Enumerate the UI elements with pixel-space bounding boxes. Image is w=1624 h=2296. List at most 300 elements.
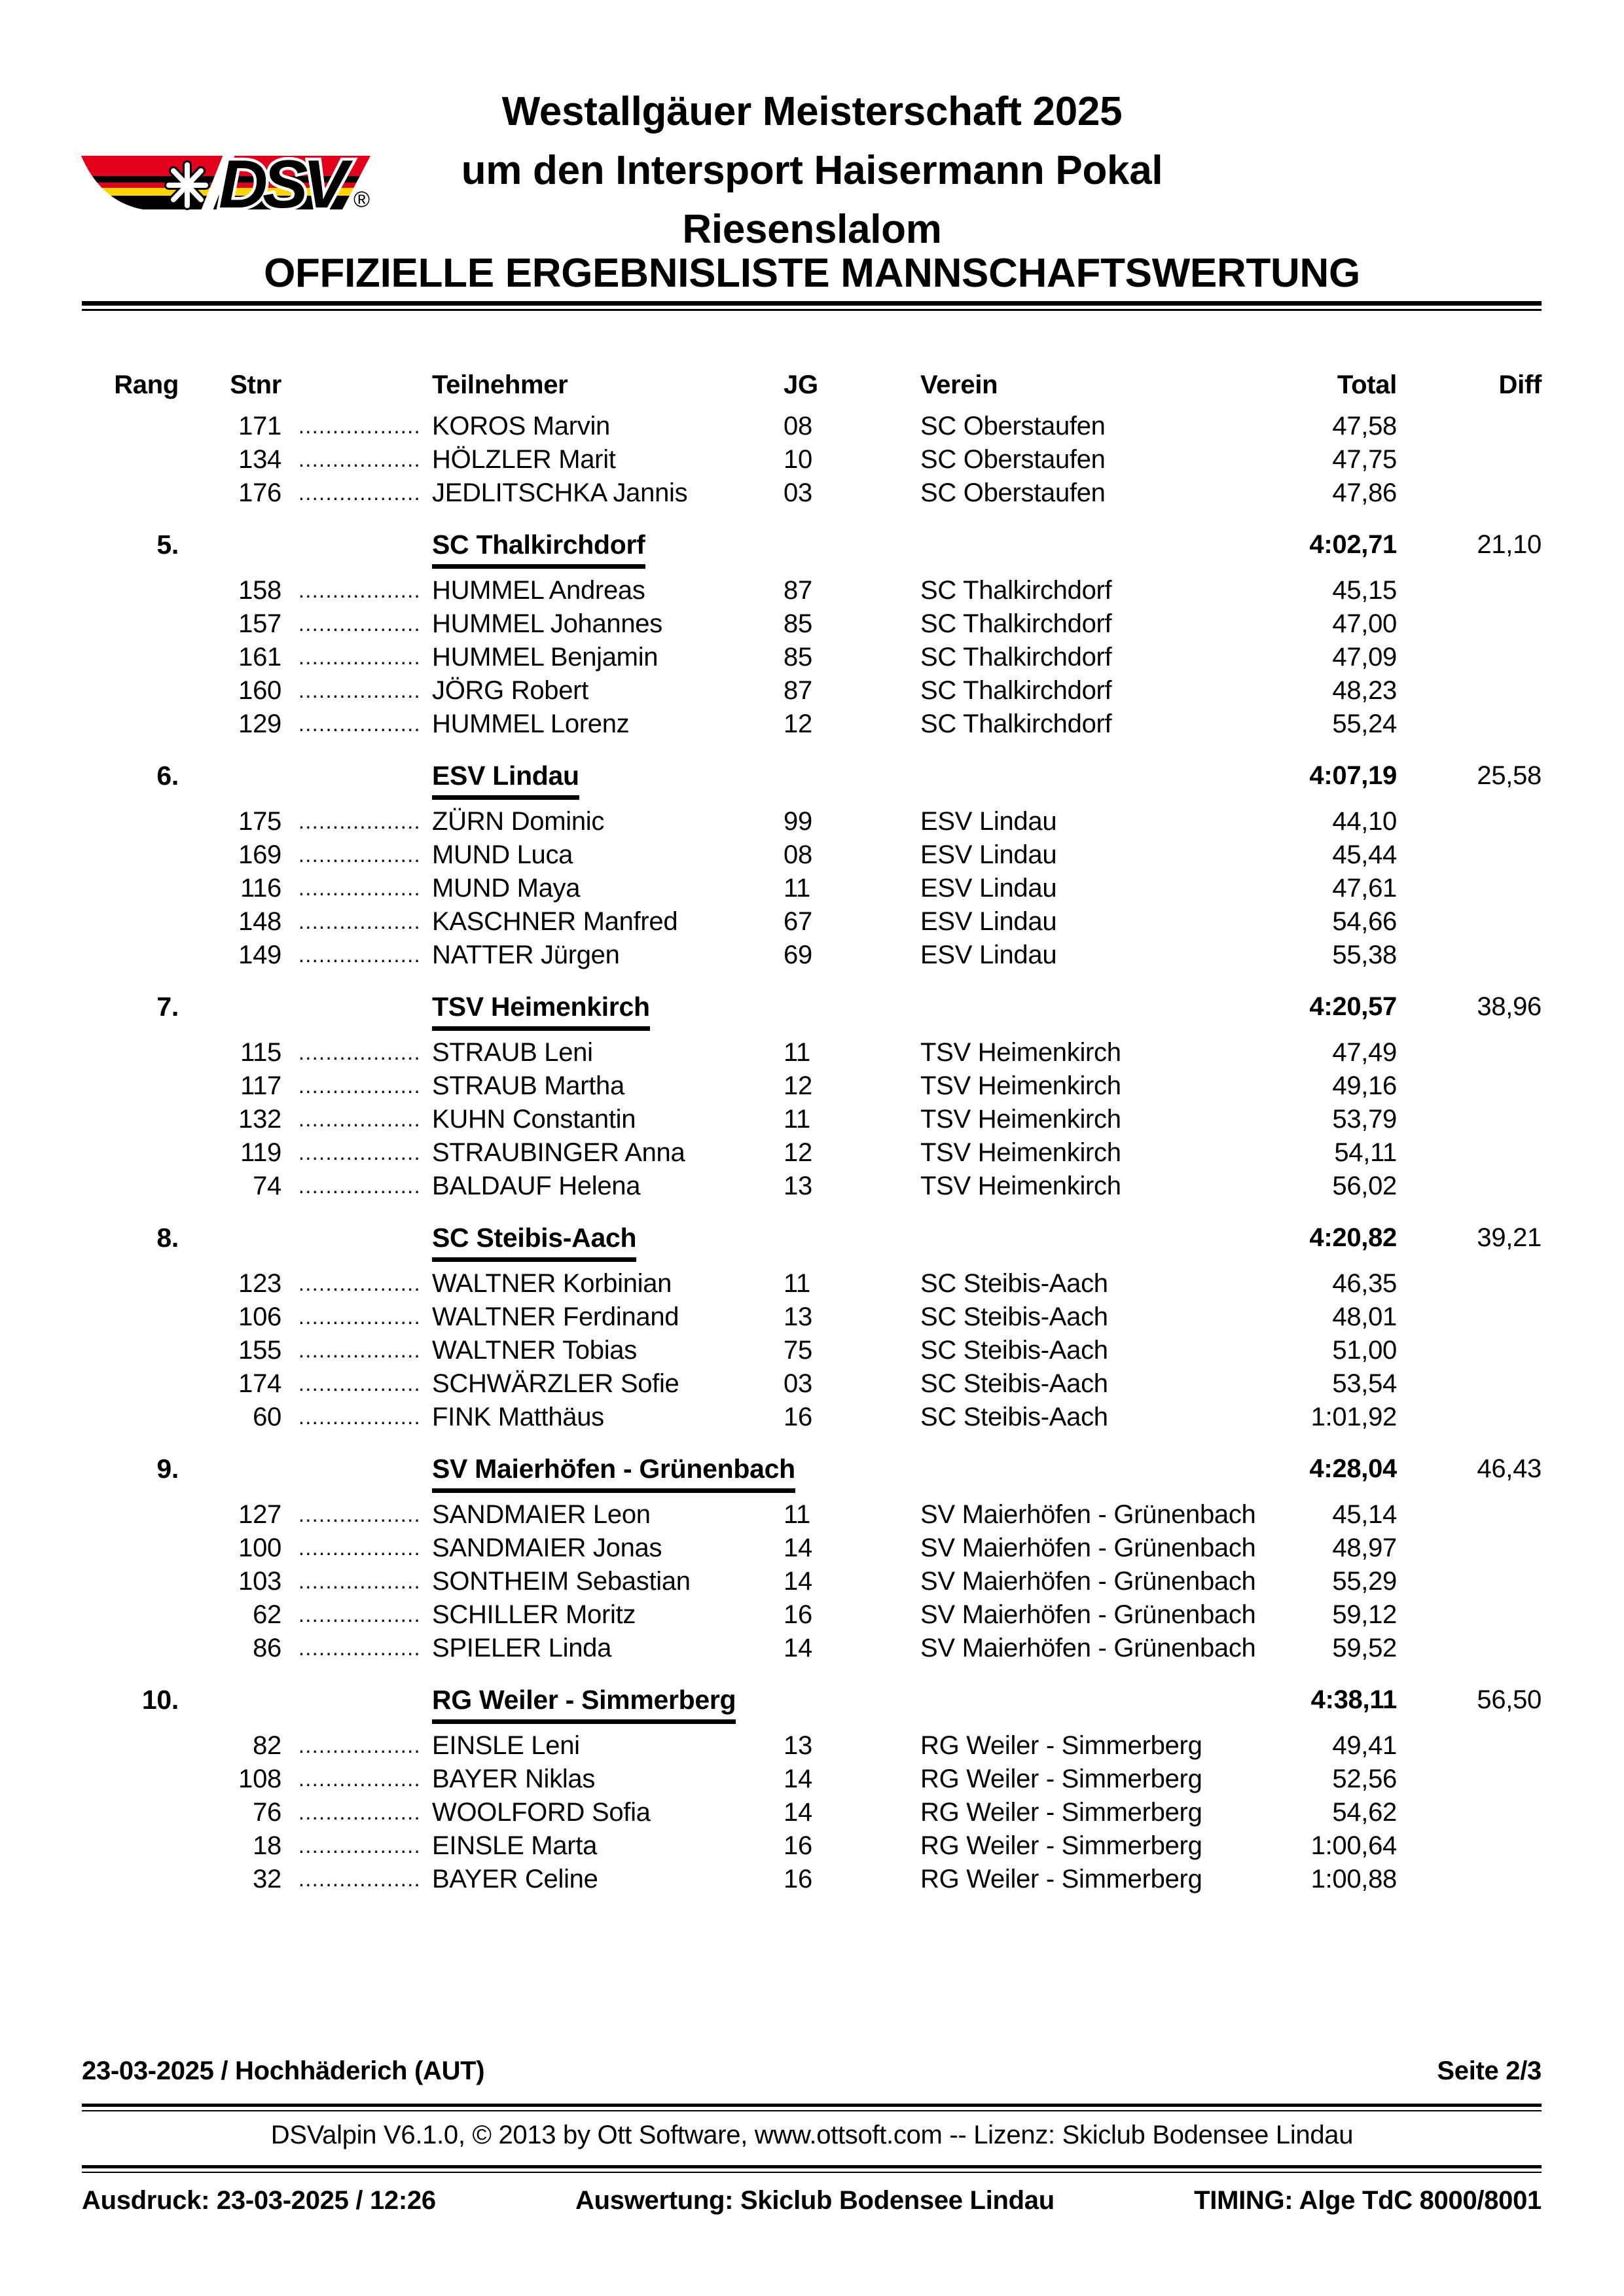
- rank-cell: [82, 1863, 179, 1896]
- table-row: [82, 1498, 1542, 1532]
- bib-number: 171: [238, 412, 281, 440]
- team-block: [82, 1221, 1542, 1434]
- club-name: SC Steibis-Aach: [920, 1369, 1108, 1398]
- participant-name: STRAUB Martha: [432, 1071, 624, 1100]
- club-name: RG Weiler - Simmerberg: [920, 1765, 1202, 1793]
- leader-dots: ..................: [298, 1636, 422, 1660]
- club-name: SV Maierhöfen - Grünenbach: [920, 1534, 1256, 1562]
- team-name: RG Weiler - Simmerberg: [432, 1683, 736, 1724]
- rank-cell: [82, 1036, 179, 1069]
- birth-year: 12: [784, 1071, 812, 1100]
- total-time: 53,79: [1332, 1105, 1397, 1134]
- bib-number: 62: [253, 1600, 281, 1629]
- total-time: 45,15: [1332, 576, 1397, 605]
- bib-number: 148: [238, 907, 281, 936]
- table-row: [82, 805, 1542, 838]
- team-block: [82, 1452, 1542, 1665]
- table-row: [82, 1763, 1542, 1796]
- club-name: SC Steibis-Aach: [920, 1403, 1108, 1431]
- rank-cell: [82, 1300, 179, 1334]
- diff-value: [1397, 1565, 1542, 1598]
- birth-year: 11: [784, 1038, 810, 1067]
- club-name: SC Thalkirchdorf: [920, 609, 1112, 638]
- participant-name: KASCHNER Manfred: [432, 907, 678, 936]
- footer-date-line: [82, 2055, 1542, 2087]
- bib-number: 86: [253, 1634, 281, 1662]
- page-number: Seite 2/3: [1437, 2056, 1542, 2085]
- table-row: [82, 1532, 1542, 1565]
- club-name: ESV Lindau: [920, 941, 1057, 969]
- birth-year: 67: [784, 907, 812, 936]
- participant-name: WOOLFORD Sofia: [432, 1798, 651, 1827]
- print-timestamp: Ausdruck: 23-03-2025 / 12:26: [82, 2186, 436, 2215]
- bib-number: 76: [253, 1798, 281, 1827]
- total-time: 47,75: [1332, 445, 1397, 474]
- bib-number: 157: [238, 609, 281, 638]
- total-time: 47,00: [1332, 609, 1397, 638]
- team-header-row: [82, 1683, 1542, 1729]
- birth-year: 16: [784, 1831, 812, 1860]
- diff-value: [1397, 1367, 1542, 1401]
- team-rank: 7.: [156, 992, 179, 1022]
- diff-value: [1397, 607, 1542, 641]
- leader-dots: ..................: [298, 1536, 422, 1560]
- birth-year: 03: [784, 1369, 812, 1398]
- diff-value: [1397, 1103, 1542, 1136]
- table-row: [82, 939, 1542, 972]
- table-row: [82, 905, 1542, 939]
- leader-dots: ..................: [298, 1603, 422, 1626]
- team-members: [82, 1729, 1542, 1896]
- event-title-block: [0, 82, 1624, 259]
- bib-number: 127: [238, 1500, 281, 1529]
- team-members: [82, 574, 1542, 741]
- team-rank: 6.: [156, 761, 179, 791]
- club-name: TSV Heimenkirch: [920, 1172, 1121, 1200]
- participant-name: STRAUB Leni: [432, 1038, 593, 1067]
- team-total: 4:20,57: [1309, 992, 1397, 1021]
- team-diff: 25,58: [1477, 761, 1542, 790]
- participant-name: WALTNER Ferdinand: [432, 1302, 679, 1331]
- leader-dots: ..................: [298, 645, 422, 669]
- rank-cell: [82, 1136, 179, 1170]
- rank-cell: [82, 1532, 179, 1565]
- team-rank: 8.: [156, 1223, 179, 1253]
- team-members: [82, 1498, 1542, 1665]
- diff-value: [1397, 1170, 1542, 1203]
- rank-cell: [82, 1267, 179, 1300]
- table-row: [82, 1170, 1542, 1203]
- birth-year: 87: [784, 576, 812, 605]
- birth-year: 10: [784, 445, 812, 474]
- diff-value: [1397, 1267, 1542, 1300]
- team-total: 4:20,82: [1309, 1223, 1397, 1252]
- column-header-rang: Rang: [114, 370, 179, 399]
- birth-year: 85: [784, 643, 812, 672]
- bib-number: 119: [240, 1138, 281, 1167]
- bib-number: 132: [238, 1105, 281, 1134]
- table-row: [82, 1729, 1542, 1763]
- table-row: [82, 1367, 1542, 1401]
- bib-number: 175: [238, 807, 281, 836]
- leader-dots: ..................: [298, 712, 422, 736]
- rank-cell: [82, 1632, 179, 1665]
- diff-value: [1397, 1729, 1542, 1763]
- total-time: 47,09: [1332, 643, 1397, 672]
- rank-cell: [82, 1796, 179, 1829]
- participant-name: JEDLITSCHKA Jannis: [432, 478, 688, 507]
- team-header-row: [82, 528, 1542, 574]
- rank-cell: [82, 1829, 179, 1863]
- leader-dots: ..................: [298, 448, 422, 471]
- table-row: [82, 574, 1542, 607]
- participant-name: HUMMEL Lorenz: [432, 709, 630, 738]
- column-header-jg: JG: [784, 370, 818, 399]
- table-row: [82, 1136, 1542, 1170]
- rank-cell: [82, 1763, 179, 1796]
- column-header-teilnehmer: Teilnehmer: [432, 370, 568, 399]
- leader-dots: ..................: [298, 1834, 422, 1857]
- club-name: SC Thalkirchdorf: [920, 676, 1112, 705]
- club-name: SC Steibis-Aach: [920, 1302, 1108, 1331]
- table-row: [82, 1565, 1542, 1598]
- column-header-diff: Diff: [1498, 370, 1542, 399]
- total-time: 47,61: [1332, 874, 1397, 903]
- club-name: SC Oberstaufen: [920, 478, 1106, 507]
- participant-name: KUHN Constantin: [432, 1105, 636, 1134]
- club-name: TSV Heimenkirch: [920, 1071, 1121, 1100]
- rank-cell: [82, 1401, 179, 1434]
- table-row: [82, 641, 1542, 674]
- birth-year: 16: [784, 1600, 812, 1629]
- diff-value: [1397, 1763, 1542, 1796]
- bib-number: 103: [238, 1567, 281, 1596]
- diff-value: [1397, 1829, 1542, 1863]
- participant-name: HUMMEL Johannes: [432, 609, 662, 638]
- total-time: 47,49: [1332, 1038, 1397, 1067]
- participant-name: NATTER Jürgen: [432, 941, 620, 969]
- rank-cell: [82, 1334, 179, 1367]
- diff-value: [1397, 708, 1542, 741]
- carryover-rows: [82, 410, 1542, 510]
- total-time: 49,41: [1332, 1731, 1397, 1760]
- leader-dots: ..................: [298, 1338, 422, 1362]
- total-time: 54,62: [1332, 1798, 1397, 1827]
- total-time: 44,10: [1332, 807, 1397, 836]
- leader-dots: ..................: [298, 1141, 422, 1164]
- team-total: 4:28,04: [1309, 1454, 1397, 1483]
- birth-year: 14: [784, 1798, 812, 1827]
- bib-number: 82: [253, 1731, 281, 1760]
- leader-dots: ..................: [298, 1372, 422, 1395]
- team-name: SV Maierhöfen - Grünenbach: [432, 1452, 795, 1493]
- club-name: RG Weiler - Simmerberg: [920, 1831, 1202, 1860]
- participant-name: BAYER Niklas: [432, 1765, 596, 1793]
- footer-divider-rule-top: [82, 2104, 1542, 2111]
- table-row: [82, 1103, 1542, 1136]
- total-time: 45,44: [1332, 840, 1397, 869]
- evaluation-club: Auswertung: Skiclub Bodensee Lindau: [575, 2186, 1055, 2215]
- bib-number: 176: [238, 478, 281, 507]
- table-row: [82, 1598, 1542, 1632]
- event-title-line2: um den Intersport Haisermann Pokal: [461, 148, 1163, 193]
- leader-dots: ..................: [298, 810, 422, 833]
- leader-dots: ..................: [298, 1272, 422, 1295]
- team-diff: 21,10: [1477, 530, 1542, 559]
- software-credit-line: DSValpin V6.1.0, © 2013 by Ott Software, www.ottsoft.com -- Lizenz: Skiclub Bodensee Lindau: [270, 2121, 1354, 2149]
- participant-name: KOROS Marvin: [432, 412, 611, 440]
- bib-number: 115: [240, 1038, 281, 1067]
- birth-year: 11: [784, 1269, 810, 1298]
- team-header-row: [82, 990, 1542, 1036]
- participant-name: HUMMEL Benjamin: [432, 643, 659, 672]
- leader-dots: ..................: [298, 1305, 422, 1329]
- column-header-stnr: Stnr: [230, 370, 281, 399]
- total-time: 47,86: [1332, 478, 1397, 507]
- birth-year: 12: [784, 709, 812, 738]
- leader-dots: ..................: [298, 1570, 422, 1593]
- registered-trademark-symbol: ®: [353, 187, 370, 212]
- table-row: [82, 1829, 1542, 1863]
- team-total: 4:07,19: [1309, 761, 1397, 790]
- timing-system: TIMING: Alge TdC 8000/8001: [1194, 2186, 1542, 2215]
- club-name: SC Oberstaufen: [920, 412, 1106, 440]
- total-time: 48,97: [1332, 1534, 1397, 1562]
- diff-value: [1397, 1532, 1542, 1565]
- rank-cell: [82, 708, 179, 741]
- rank-cell: [82, 410, 179, 443]
- race-date-location: 23-03-2025 / Hochhäderich (AUT): [82, 2056, 485, 2085]
- diff-value: [1397, 1401, 1542, 1434]
- participant-name: JÖRG Robert: [432, 676, 588, 705]
- leader-dots: ..................: [298, 1867, 422, 1891]
- participant-name: SCHWÄRZLER Sofie: [432, 1369, 679, 1398]
- leader-dots: ..................: [298, 1041, 422, 1064]
- diff-value: [1397, 1136, 1542, 1170]
- participant-name: HÖLZLER Marit: [432, 445, 616, 474]
- club-name: TSV Heimenkirch: [920, 1105, 1121, 1134]
- team-diff: 56,50: [1477, 1685, 1542, 1714]
- team-header-row: [82, 1221, 1542, 1267]
- diff-value: [1397, 1036, 1542, 1069]
- club-name: SV Maierhöfen - Grünenbach: [920, 1600, 1256, 1629]
- leader-dots: ..................: [298, 943, 422, 967]
- club-name: RG Weiler - Simmerberg: [920, 1731, 1202, 1760]
- club-name: RG Weiler - Simmerberg: [920, 1865, 1202, 1893]
- table-row: [82, 872, 1542, 905]
- bib-number: 134: [238, 445, 281, 474]
- diff-value: [1397, 1796, 1542, 1829]
- total-time: 45,14: [1332, 1500, 1397, 1529]
- rank-cell: [82, 607, 179, 641]
- birth-year: 13: [784, 1731, 812, 1760]
- diff-value: [1397, 1632, 1542, 1665]
- table-row: [82, 1267, 1542, 1300]
- rank-cell: [82, 1598, 179, 1632]
- bib-number: 158: [238, 576, 281, 605]
- team-block: [82, 990, 1542, 1203]
- diff-value: [1397, 1498, 1542, 1532]
- leader-dots: ..................: [298, 1801, 422, 1824]
- table-row: [82, 443, 1542, 476]
- rank-cell: [82, 674, 179, 708]
- diff-value: [1397, 674, 1542, 708]
- club-name: SC Steibis-Aach: [920, 1336, 1108, 1365]
- rank-cell: [82, 1565, 179, 1598]
- table-row: [82, 607, 1542, 641]
- bib-number: 149: [238, 941, 281, 969]
- event-title-line1: Westallgäuer Meisterschaft 2025: [501, 89, 1123, 134]
- table-row: [82, 1796, 1542, 1829]
- total-time: 1:00,64: [1310, 1831, 1397, 1860]
- dsv-letters: DSV: [219, 151, 343, 213]
- total-time: 53,54: [1332, 1369, 1397, 1398]
- birth-year: 12: [784, 1138, 812, 1167]
- bib-number: 60: [253, 1403, 281, 1431]
- rank-cell: [82, 1498, 179, 1532]
- bib-number: 100: [238, 1534, 281, 1562]
- diff-value: [1397, 805, 1542, 838]
- diff-value: [1397, 872, 1542, 905]
- table-row: [82, 708, 1542, 741]
- total-time: 48,23: [1332, 676, 1397, 705]
- total-time: 49,16: [1332, 1071, 1397, 1100]
- team-block: [82, 1683, 1542, 1896]
- participant-name: WALTNER Tobias: [432, 1336, 637, 1365]
- table-row: [82, 410, 1542, 443]
- bib-number: 160: [238, 676, 281, 705]
- club-name: TSV Heimenkirch: [920, 1138, 1121, 1167]
- leader-dots: ..................: [298, 414, 422, 438]
- participant-name: SANDMAIER Leon: [432, 1500, 651, 1529]
- total-time: 47,58: [1332, 412, 1397, 440]
- total-time: 55,29: [1332, 1567, 1397, 1596]
- team-name: SC Thalkirchdorf: [432, 528, 645, 569]
- column-header-verein: Verein: [920, 370, 998, 399]
- bib-number: 74: [253, 1172, 281, 1200]
- footer-divider-rule-bottom: [82, 2165, 1542, 2173]
- diff-value: [1397, 476, 1542, 510]
- bib-number: 32: [253, 1865, 281, 1893]
- diff-value: [1397, 443, 1542, 476]
- team-blocks: [82, 528, 1542, 1896]
- club-name: SV Maierhöfen - Grünenbach: [920, 1634, 1256, 1662]
- total-time: 55,38: [1332, 941, 1397, 969]
- team-rank: 9.: [156, 1454, 179, 1484]
- rank-cell: [82, 1367, 179, 1401]
- leader-dots: ..................: [298, 1503, 422, 1526]
- participant-name: MUND Maya: [432, 874, 581, 903]
- total-time: 54,66: [1332, 907, 1397, 936]
- birth-year: 13: [784, 1172, 812, 1200]
- bib-number: 155: [238, 1336, 281, 1365]
- team-members: [82, 1267, 1542, 1434]
- leader-dots: ..................: [298, 876, 422, 900]
- column-header-total: Total: [1337, 370, 1397, 399]
- results-table: [82, 368, 1542, 1896]
- diff-value: [1397, 641, 1542, 674]
- team-block: [82, 528, 1542, 741]
- team-diff: 39,21: [1477, 1223, 1542, 1252]
- event-title-line3: Riesenslalom: [682, 207, 942, 252]
- table-row: [82, 674, 1542, 708]
- leader-dots: ..................: [298, 1734, 422, 1757]
- leader-dots: ..................: [298, 481, 422, 505]
- table-row: [82, 1632, 1542, 1665]
- leader-dots: ..................: [298, 1107, 422, 1131]
- bib-number: 161: [238, 643, 281, 672]
- total-time: 1:01,92: [1310, 1403, 1397, 1431]
- diff-value: [1397, 574, 1542, 607]
- team-block: [82, 759, 1542, 972]
- birth-year: 87: [784, 676, 812, 705]
- club-name: SC Thalkirchdorf: [920, 709, 1112, 738]
- birth-year: 11: [784, 874, 810, 903]
- team-diff: 38,96: [1477, 992, 1542, 1021]
- table-row: [82, 1036, 1542, 1069]
- birth-year: 16: [784, 1865, 812, 1893]
- birth-year: 13: [784, 1302, 812, 1331]
- bib-number: 106: [238, 1302, 281, 1331]
- bib-number: 117: [240, 1071, 281, 1100]
- leader-dots: ..................: [298, 843, 422, 867]
- leader-dots: ..................: [298, 612, 422, 636]
- team-name: SC Steibis-Aach: [432, 1221, 636, 1262]
- club-name: ESV Lindau: [920, 874, 1057, 903]
- leader-dots: ..................: [298, 1174, 422, 1198]
- diff-value: [1397, 905, 1542, 939]
- column-header-spacer: [281, 368, 432, 402]
- birth-year: 14: [784, 1567, 812, 1596]
- birth-year: 85: [784, 609, 812, 638]
- leader-dots: ..................: [298, 1405, 422, 1429]
- club-name: ESV Lindau: [920, 907, 1057, 936]
- birth-year: 75: [784, 1336, 812, 1365]
- leader-dots: ..................: [298, 1074, 422, 1098]
- rank-cell: [82, 1069, 179, 1103]
- bib-number: 169: [238, 840, 281, 869]
- participant-name: WALTNER Korbinian: [432, 1269, 672, 1298]
- diff-value: [1397, 1863, 1542, 1896]
- leader-dots: ..................: [298, 1767, 422, 1791]
- rank-cell: [82, 443, 179, 476]
- birth-year: 08: [784, 412, 812, 440]
- birth-year: 99: [784, 807, 812, 836]
- birth-year: 69: [784, 941, 812, 969]
- list-subtitle: OFFIZIELLE ERGEBNISLISTE MANNSCHAFTSWERTUNG: [264, 251, 1360, 296]
- footer-print-line: [82, 2185, 1542, 2216]
- participant-name: SONTHEIM Sebastian: [432, 1567, 691, 1596]
- team-header-row: [82, 759, 1542, 805]
- club-name: ESV Lindau: [920, 807, 1057, 836]
- club-name: SV Maierhöfen - Grünenbach: [920, 1500, 1256, 1529]
- rank-cell: [82, 1729, 179, 1763]
- bib-number: 174: [238, 1369, 281, 1398]
- bib-number: 129: [238, 709, 281, 738]
- rank-cell: [82, 1170, 179, 1203]
- team-members: [82, 805, 1542, 972]
- total-time: 55,24: [1332, 709, 1397, 738]
- rank-cell: [82, 574, 179, 607]
- team-total: 4:38,11: [1310, 1685, 1397, 1714]
- birth-year: 08: [784, 840, 812, 869]
- rank-cell: [82, 939, 179, 972]
- participant-name: SCHILLER Moritz: [432, 1600, 636, 1629]
- birth-year: 03: [784, 478, 812, 507]
- birth-year: 14: [784, 1534, 812, 1562]
- total-time: 46,35: [1332, 1269, 1397, 1298]
- table-row: [82, 1300, 1542, 1334]
